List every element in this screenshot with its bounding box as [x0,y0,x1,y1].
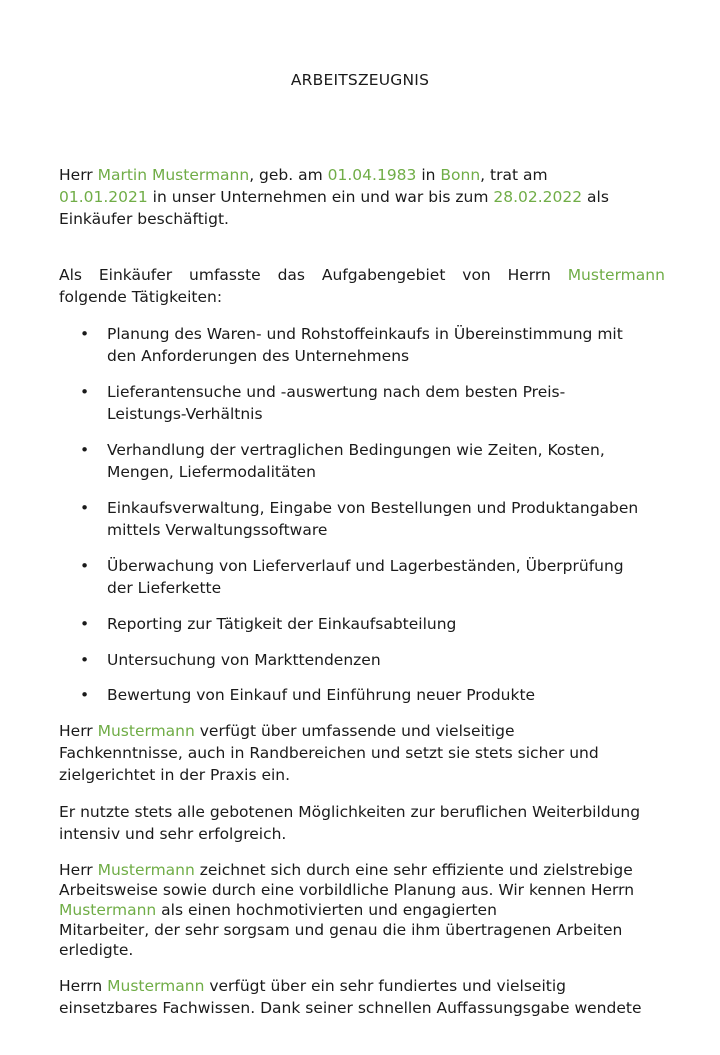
text: Herrn [59,977,108,995]
bullet-icon: • [80,615,90,633]
word: umfasste [189,266,261,284]
employee-surname: Mustermann [567,266,665,284]
list-item-text: Mengen, Liefermodalitäten [107,463,316,481]
intro-text: , trat am [480,166,548,184]
training-line-2: intensiv und sehr erfolgreich. [59,825,287,843]
intro-text: in [416,166,441,184]
knowledge-paragraph [59,720,665,786]
expertise-line-2: einsetzbares Fachwissen. Dank seiner schnellen Auffassungsgabe wendete [59,999,642,1017]
list-item-text: Leistungs-Verhältnis [107,405,263,423]
list-item-text: den Anforderungen des Unternehmens [107,347,410,365]
list-item-text: Lieferantensuche und -auswertung nach dem besten Preis- [107,383,566,401]
employee-surname: Mustermann [107,977,205,995]
end-date: 28.02.2022 [493,188,583,206]
list-item-text: Verhandlung der vertraglichen Bedingungen wie Zeiten, Kosten, [107,441,605,459]
expertise-paragraph [59,975,665,1019]
bullet-icon: • [80,557,90,575]
work-line-5: erledigte. [59,941,134,959]
employee-surname: Mustermann [97,861,195,879]
word: Als [59,266,82,284]
list-item-text: der Lieferkette [107,579,222,597]
list-item-text: Planung des Waren- und Rohstoffeinkaufs in Übereinstimmung mit [107,325,623,343]
intro-line-2 [59,186,665,208]
birth-place: Bonn [440,166,481,184]
text: verfügt über umfassende und vielseitige [194,722,515,740]
tasks-intro-paragraph [59,264,665,308]
document-title: ARBEITSZEUGNIS [290,71,430,89]
start-date: 01.01.2021 [59,188,148,206]
work-line-3 [59,900,665,920]
word: das [277,266,305,284]
bullet-icon: • [80,651,90,669]
work-line-4: Mitarbeiter, der sehr sorgsam und genau die ihm übertragenen Arbeiten [59,921,623,939]
word: Aufgabengebiet [321,266,446,284]
text: Herr [59,722,98,740]
text: Herr [59,861,98,879]
knowledge-line-1 [59,720,665,742]
tasks-intro-line-2: folgende Tätigkeiten: [59,288,223,306]
text: als einen hochmotivierten und engagierten [156,901,497,919]
intro-text: als [582,188,609,206]
intro-text: in unser Unternehmen ein und war bis zum [147,188,494,206]
list-item-text: Bewertung von Einkauf und Einführung neuer Produkte [107,686,536,704]
work-style-paragraph [59,860,665,960]
list-item-text: mittels Verwaltungssoftware [107,521,328,539]
intro-paragraph [59,164,665,230]
word: Einkäufer [98,266,173,284]
bullet-icon: • [80,383,90,401]
word: von [462,266,491,284]
intro-text: , geb. am [249,166,328,184]
expertise-line-1 [59,975,665,997]
text: verfügt über ein sehr fundiertes und vielseitig [204,977,566,995]
bullet-icon: • [80,441,90,459]
work-line-1 [59,860,665,880]
employee-full-name: Martin Mustermann [97,166,250,184]
birth-date: 01.04.1983 [327,166,417,184]
intro-text: Herr [59,166,98,184]
knowledge-line-3: zielgerichtet in der Praxis ein. [59,766,291,784]
list-item-text: Untersuchung von Markttendenzen [107,651,381,669]
training-paragraph [59,801,665,845]
employee-surname: Mustermann [59,901,157,919]
intro-line-1 [59,164,665,186]
list-item-text: Überwachung von Lieferverlauf und Lagerbeständen, Überprüfung [107,557,624,575]
tasks-intro-line-1 [59,264,665,286]
bullet-icon: • [80,499,90,517]
intro-line-3: Einkäufer beschäftigt. [59,210,229,228]
bullet-icon: • [80,686,90,704]
training-line-1: Er nutzte stets alle gebotenen Möglichkeiten zur beruflichen Weiterbildung [59,803,641,821]
work-line-2: Arbeitsweise sowie durch eine vorbildliche Planung aus. Wir kennen Herrn [59,881,635,899]
text: zeichnet sich durch eine sehr effiziente und zielstrebige [194,861,633,879]
word: Herrn [507,266,551,284]
knowledge-line-2: Fachkenntnisse, auch in Randbereichen und setzt sie stets sicher und [59,744,599,762]
list-item-text: Reporting zur Tätigkeit der Einkaufsabteilung [107,615,457,633]
employee-surname: Mustermann [97,722,195,740]
list-item-text: Einkaufsverwaltung, Eingabe von Bestellungen und Produktangaben [107,499,639,517]
bullet-icon: • [80,325,90,343]
